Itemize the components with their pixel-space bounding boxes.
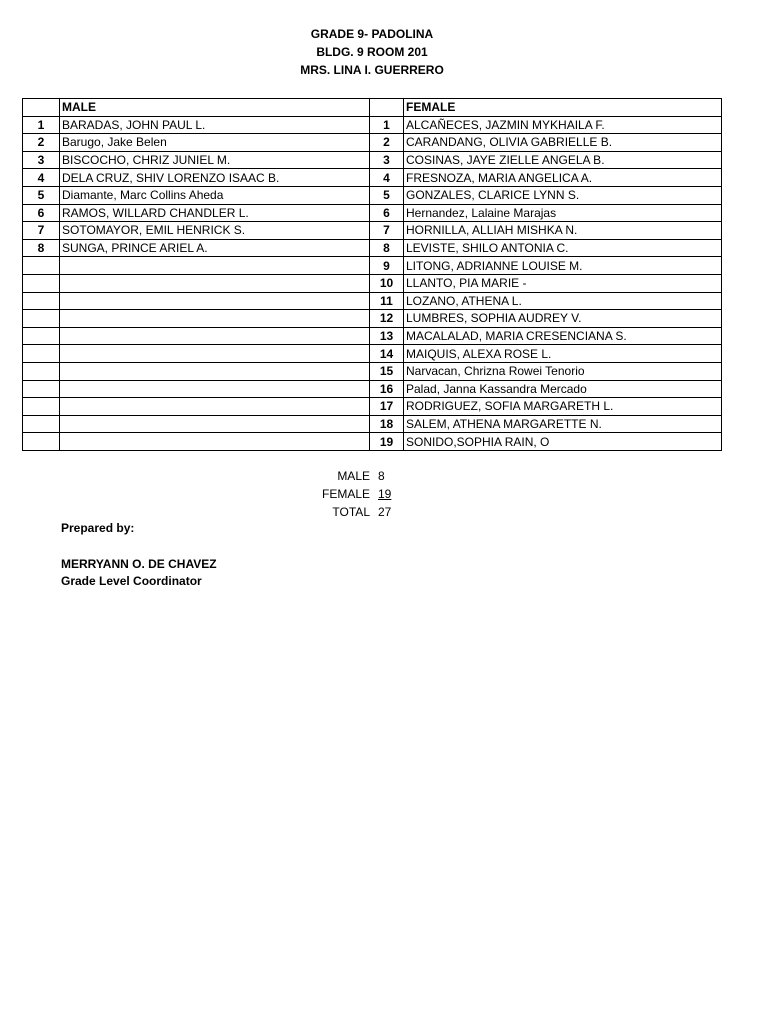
table-row <box>23 345 722 363</box>
female-name-cell: LEVISTE, SHILO ANTONIA C. <box>404 239 722 257</box>
total-count-row <box>300 503 408 521</box>
male-column-header: MALE <box>60 99 370 117</box>
table-row <box>23 398 722 416</box>
male-name-cell <box>60 292 370 310</box>
female-number-cell: 15 <box>370 362 404 380</box>
total-count-label: TOTAL <box>332 505 370 519</box>
male-name-cell <box>60 345 370 363</box>
female-number-cell: 9 <box>370 257 404 275</box>
total-count-value: 27 <box>378 505 392 519</box>
female-count-value: 19 <box>378 487 392 501</box>
female-name-cell: FRESNOZA, MARIA ANGELICA A. <box>404 169 722 187</box>
male-name-cell <box>60 327 370 345</box>
male-number-cell <box>23 345 60 363</box>
female-name-cell: Hernandez, Lalaine Marajas <box>404 204 722 222</box>
female-number-cell: 11 <box>370 292 404 310</box>
male-name-cell <box>60 274 370 292</box>
male-name-cell <box>60 398 370 416</box>
table-row <box>23 310 722 328</box>
male-name-cell <box>60 310 370 328</box>
adviser-name: MRS. LINA I. GUERRERO <box>300 63 444 77</box>
table-row <box>23 292 722 310</box>
header-number-cell <box>23 99 60 117</box>
female-number-cell: 8 <box>370 239 404 257</box>
female-number-cell: 4 <box>370 169 404 187</box>
female-name-cell: Palad, Janna Kassandra Mercado <box>404 380 722 398</box>
table-row <box>23 327 722 345</box>
male-number-cell: 8 <box>23 239 60 257</box>
class-roster-table <box>22 98 722 451</box>
table-row <box>23 186 722 204</box>
male-number-cell <box>23 362 60 380</box>
male-number-cell <box>23 257 60 275</box>
male-name-cell <box>60 415 370 433</box>
roster-body <box>23 99 722 451</box>
female-number-cell: 14 <box>370 345 404 363</box>
male-name-cell: SOTOMAYOR, EMIL HENRICK S. <box>60 222 370 240</box>
class-title: GRADE 9- PADOLINA <box>310 27 434 41</box>
female-number-cell: 2 <box>370 134 404 152</box>
female-count-row <box>300 485 408 503</box>
male-number-cell <box>23 310 60 328</box>
female-number-cell: 1 <box>370 116 404 134</box>
male-number-cell <box>23 398 60 416</box>
prepared-by-label: Prepared by: <box>61 521 135 535</box>
table-row <box>23 134 722 152</box>
female-column-header: FEMALE <box>404 99 722 117</box>
male-number-cell <box>23 327 60 345</box>
male-number-cell <box>23 380 60 398</box>
female-name-cell: HORNILLA, ALLIAH MISHKA N. <box>404 222 722 240</box>
male-count-label: MALE <box>337 469 370 483</box>
male-name-cell <box>60 433 370 451</box>
table-row <box>23 415 722 433</box>
female-name-cell: LLANTO, PIA MARIE - <box>404 274 722 292</box>
male-number-cell: 4 <box>23 169 60 187</box>
male-name-cell <box>60 257 370 275</box>
female-name-cell: MAIQUIS, ALEXA ROSE L. <box>404 345 722 363</box>
male-number-cell <box>23 415 60 433</box>
coordinator-title: Grade Level Coordinator <box>61 574 202 588</box>
coordinator-name: MERRYANN O. DE CHAVEZ <box>61 557 217 571</box>
female-number-cell: 3 <box>370 151 404 169</box>
male-name-cell: DELA CRUZ, SHIV LORENZO ISAAC B. <box>60 169 370 187</box>
table-row <box>23 204 722 222</box>
male-count-row <box>300 467 408 485</box>
male-name-cell: Diamante, Marc Collins Aheda <box>60 186 370 204</box>
male-number-cell: 6 <box>23 204 60 222</box>
female-number-cell: 19 <box>370 433 404 451</box>
female-name-cell: MACALALAD, MARIA CRESENCIANA S. <box>404 327 722 345</box>
female-name-cell: SONIDO,SOPHIA RAIN, O <box>404 433 722 451</box>
male-name-cell: BARADAS, JOHN PAUL L. <box>60 116 370 134</box>
female-name-cell: ALCAÑECES, JAZMIN MYKHAILA F. <box>404 116 722 134</box>
female-name-cell: SALEM, ATHENA MARGARETTE N. <box>404 415 722 433</box>
header-number-cell <box>370 99 404 117</box>
male-number-cell <box>23 292 60 310</box>
female-number-cell: 6 <box>370 204 404 222</box>
table-row <box>23 362 722 380</box>
room-label: BLDG. 9 ROOM 201 <box>316 45 428 59</box>
female-number-cell: 12 <box>370 310 404 328</box>
male-name-cell <box>60 362 370 380</box>
male-number-cell: 7 <box>23 222 60 240</box>
female-number-cell: 17 <box>370 398 404 416</box>
table-row <box>23 151 722 169</box>
document-header <box>0 25 744 79</box>
female-name-cell: LITONG, ADRIANNE LOUISE M. <box>404 257 722 275</box>
female-name-cell: RODRIGUEZ, SOFIA MARGARETH L. <box>404 398 722 416</box>
female-count-label: FEMALE <box>321 487 370 501</box>
female-name-cell: COSINAS, JAYE ZIELLE ANGELA B. <box>404 151 722 169</box>
female-number-cell: 7 <box>370 222 404 240</box>
male-number-cell: 2 <box>23 134 60 152</box>
summary-block <box>300 467 408 521</box>
female-name-cell: GONZALES, CLARICE LYNN S. <box>404 186 722 204</box>
female-name-cell: Narvacan, Chrizna Rowei Tenorio <box>404 362 722 380</box>
male-number-cell: 3 <box>23 151 60 169</box>
male-name-cell: SUNGA, PRINCE ARIEL A. <box>60 239 370 257</box>
female-number-cell: 18 <box>370 415 404 433</box>
table-row <box>23 257 722 275</box>
female-number-cell: 5 <box>370 186 404 204</box>
table-row <box>23 116 722 134</box>
male-name-cell <box>60 380 370 398</box>
table-row <box>23 169 722 187</box>
female-number-cell: 13 <box>370 327 404 345</box>
female-name-cell: CARANDANG, OLIVIA GABRIELLE B. <box>404 134 722 152</box>
female-number-cell: 16 <box>370 380 404 398</box>
female-name-cell: LUMBRES, SOPHIA AUDREY V. <box>404 310 722 328</box>
male-number-cell <box>23 274 60 292</box>
male-count-value: 8 <box>378 469 385 483</box>
table-row <box>23 380 722 398</box>
table-header-row <box>23 99 722 117</box>
table-row <box>23 433 722 451</box>
female-number-cell: 10 <box>370 274 404 292</box>
male-name-cell: RAMOS, WILLARD CHANDLER L. <box>60 204 370 222</box>
male-name-cell: Barugo, Jake Belen <box>60 134 370 152</box>
table-row <box>23 274 722 292</box>
male-name-cell: BISCOCHO, CHRIZ JUNIEL M. <box>60 151 370 169</box>
male-number-cell: 5 <box>23 186 60 204</box>
male-number-cell <box>23 433 60 451</box>
table-row <box>23 239 722 257</box>
table-row <box>23 222 722 240</box>
female-name-cell: LOZANO, ATHENA L. <box>404 292 722 310</box>
male-number-cell: 1 <box>23 116 60 134</box>
